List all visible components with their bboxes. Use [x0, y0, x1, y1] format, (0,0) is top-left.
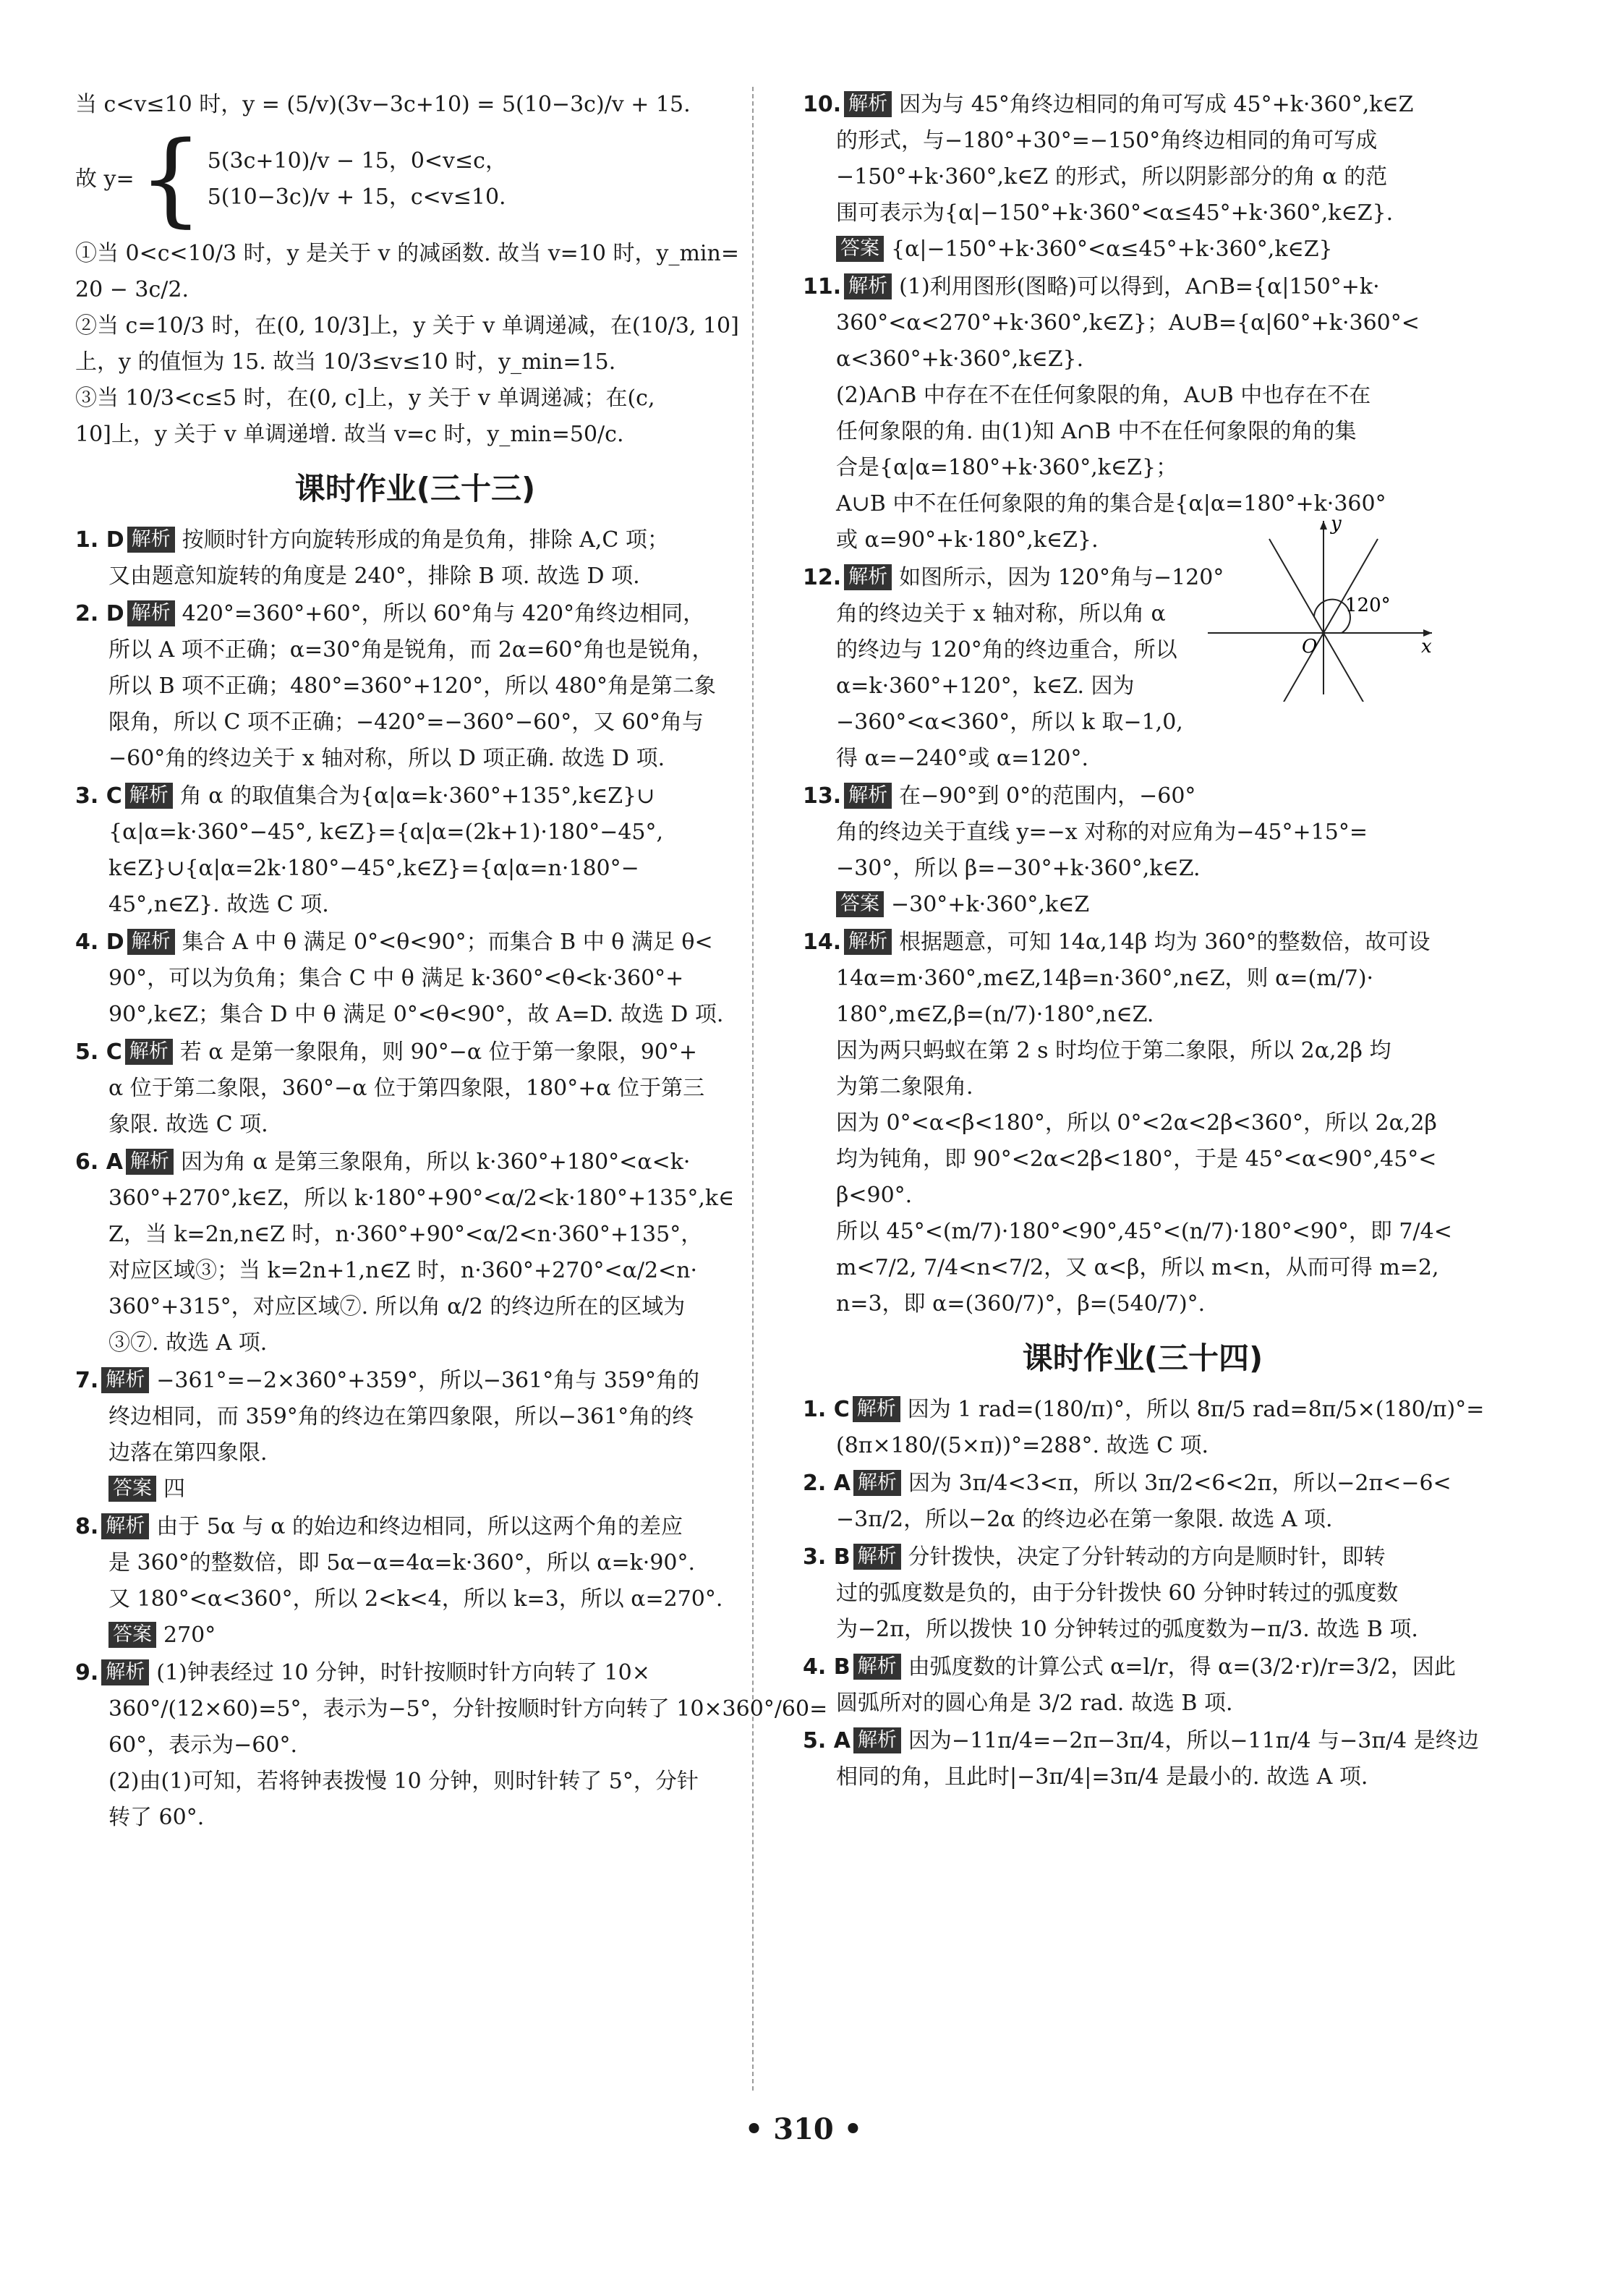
answer-list [803, 1392, 1483, 1795]
text-line [803, 1286, 1483, 1322]
answer-line [803, 231, 1483, 268]
line-text: (2)A∩B 中存在不在任何象限的角，A∪B 中也存在不在 [836, 383, 1371, 408]
line-text: 14α=m·360°,m∈Z,14β=n·360°,n∈Z，则 α=(m/7)· [836, 966, 1374, 991]
item-number: 3. B [803, 1544, 851, 1570]
line-text: 围可表示为{α|−150°+k·360°<α≤45°+k·360°,k∈Z}. [836, 200, 1394, 226]
analysis-tag: 解析 [853, 1396, 900, 1422]
text-line [803, 1069, 1483, 1105]
text-line [75, 1399, 755, 1435]
line-text: 均为钝角，即 90°<2α<2β<180°，于是 45°<α<90°,45°< [836, 1147, 1437, 1172]
text-line [75, 1144, 755, 1181]
answer-value: 四 [163, 1476, 185, 1502]
text-line [803, 450, 1483, 486]
item-number: 9. [75, 1660, 99, 1685]
line-text: (1)利用图形(图略)可以得到，A∩B={α|150°+k· [899, 274, 1380, 299]
line-text: α<360°+k·360°,k∈Z}. [836, 346, 1084, 372]
line-text: −150°+k·360°,k∈Z 的形式，所以阴影部分的角 α 的范 [836, 164, 1388, 190]
y-axis-label: y [1331, 514, 1342, 535]
text-line [803, 815, 1483, 851]
text-line [75, 924, 755, 961]
line-text: 90°，可以为负角；集合 C 中 θ 满足 k·360°<θ<k·360°+ [108, 966, 684, 991]
line-text: 任何象限的角. 由(1)知 A∩B 中不在任何象限的角的集 [836, 419, 1357, 444]
text-line [803, 123, 1483, 159]
line-text: 180°,m∈Z,β=(n/7)·180°,n∈Z. [836, 1002, 1154, 1027]
answer-item [803, 778, 1483, 923]
answer-item [75, 924, 755, 1033]
brace-icon: { [138, 120, 203, 238]
line-text: 所以 B 项不正确；480°=360°+120°，所以 480°角是第二象 [108, 673, 716, 699]
line-text: 420°=360°+60°，所以 60°角与 420°角终边相同， [182, 601, 705, 626]
answer-line [803, 887, 1483, 923]
text-line: 20 − 3c/2. [75, 277, 189, 302]
text-line [75, 851, 755, 887]
text-line [75, 1363, 755, 1399]
piecewise-case: 5(3c+10)/v − 15，0<v≤c， [207, 148, 507, 174]
text-line [75, 887, 755, 923]
line-text: 45°,n∈Z}. 故选 C 项. [108, 892, 329, 917]
item-number: 2. A [803, 1471, 851, 1496]
line-text: 因为 0°<α<β<180°，所以 0°<2α<2β<360°，所以 2α,2β [836, 1110, 1437, 1136]
analysis-tag: 解析 [853, 1544, 901, 1570]
text-line: 当 c<v≤10 时，y = (5/v)(3v−3c+10) = 5(10−3c)/v + 15. [75, 92, 691, 117]
line-text: 90°,k∈Z；集合 D 中 θ 满足 0°<θ<90°，故 A=D. 故选 D 项. [108, 1002, 724, 1027]
text-line: ③当 10/3<c≤5 时，在(0, c]上，y 关于 v 单调递减；在(c, [75, 386, 655, 411]
text-line [803, 1576, 1483, 1612]
text-line [803, 159, 1483, 195]
answer-tag: 答案 [836, 236, 884, 262]
line-text: α 位于第二象限，360°−α 位于第四象限，180°+α 位于第三 [108, 1076, 705, 1101]
line-text: 若 α 是第一象限角，则 90°−α 位于第一象限，90°+ [179, 1039, 698, 1065]
line-text: 边落在第四象限. [108, 1440, 268, 1466]
line-text: 所以 45°<(m/7)·180°<90°,45°<(n/7)·180°<90°，即 7/4< [836, 1219, 1452, 1244]
text-line [803, 1466, 1483, 1502]
item-number: 6. A [75, 1149, 123, 1175]
line-text: Z，当 k=2n,n∈Z 时，n·360°+90°<α/2<n·360°+135°， [108, 1222, 703, 1247]
line-text: 又由题意知旋转的角度是 240°，排除 B 项. 故选 D 项. [108, 564, 640, 589]
item-number: 12. [803, 565, 842, 590]
item-number: 5. A [803, 1728, 851, 1753]
analysis-tag: 解析 [127, 527, 175, 553]
answer-item [75, 1144, 755, 1361]
answer-item [75, 1509, 755, 1654]
text-line [75, 1435, 755, 1471]
text-line [75, 1545, 755, 1581]
text-line [803, 1649, 1483, 1685]
text-line [75, 961, 755, 997]
line-text: 的形式，与−180°+30°=−150°角终边相同的角可写成 [836, 128, 1378, 153]
section-title: 课时作业(三十三) [294, 471, 536, 506]
analysis-tag: 解析 [853, 1470, 901, 1496]
answer-item [803, 1649, 1483, 1722]
angle-figure [1201, 514, 1439, 702]
text-line [75, 1217, 755, 1253]
text-line [803, 1178, 1483, 1214]
line-text: 的终边与 120°角的终边重合，所以 [836, 637, 1177, 663]
text-line [803, 1723, 1483, 1759]
answer-item [75, 596, 755, 777]
text-line [803, 341, 1483, 378]
item-number: 4. D [75, 930, 124, 955]
text-line [803, 1033, 1483, 1069]
piecewise-case: 5(10−3c)/v + 15，c<v≤10. [207, 184, 506, 210]
line-text: 60°，表示为−60°. [108, 1732, 298, 1758]
answer-value: −30°+k·360°,k∈Z [891, 892, 1090, 917]
text-line [75, 1727, 755, 1764]
line-text: (8π×180/(5×π))°=288°. 故选 C 项. [836, 1433, 1209, 1458]
text-line [803, 1250, 1483, 1286]
line-text: 分针拨快，决定了分针转动的方向是顺时针，即转 [908, 1544, 1386, 1570]
x-axis-label: x [1421, 636, 1432, 658]
line-text: 所以 A 项不正确；α=30°角是锐角，而 2α=60°角也是锐角， [108, 637, 714, 663]
line-text: 为第二象限角. [836, 1074, 973, 1100]
text-line [803, 1502, 1483, 1538]
line-text: 360°/(12×60)=5°，表示为−5°，分针按顺时针方向转了 10×360°/60= [108, 1696, 828, 1722]
answer-item [803, 1392, 1483, 1464]
line-text: −3π/2，所以−2α 的终边必在第一象限. 故选 A 项. [836, 1507, 1333, 1532]
text-line [803, 414, 1483, 450]
analysis-tag: 解析 [844, 564, 892, 590]
text-line [75, 741, 755, 777]
text-line [803, 1105, 1483, 1141]
text-line [803, 1759, 1483, 1795]
origin-label: O [1302, 636, 1318, 658]
answer-item [75, 778, 755, 923]
line-text: 相同的角，且此时|−3π/4|=3π/4 是最小的. 故选 A 项. [836, 1764, 1368, 1790]
line-text: −361°=−2×360°+359°，所以−361°角与 359°角的 [156, 1368, 700, 1393]
answer-tag: 答案 [836, 891, 884, 917]
text-line [75, 1764, 755, 1800]
line-text: (1)钟表经过 10 分钟，时针按顺时针方向转了 10× [156, 1660, 650, 1685]
analysis-tag: 解析 [125, 783, 173, 809]
item-number: 7. [75, 1368, 99, 1393]
text-line [75, 815, 755, 851]
text-line [803, 1214, 1483, 1250]
item-number: 14. [803, 930, 842, 955]
text-line [803, 705, 1483, 741]
item-number: 8. [75, 1514, 99, 1539]
answer-item [75, 1034, 755, 1143]
page-number: • 310 • [744, 2112, 863, 2146]
text-line [803, 378, 1483, 414]
item-number: 13. [803, 783, 842, 809]
ray-lower [1323, 633, 1378, 702]
answer-line [75, 1471, 755, 1508]
line-text: 因为与 45°角终边相同的角可写成 45°+k·360°,k∈Z [899, 92, 1414, 117]
line-text: 因为−11π/4=−2π−3π/4，所以−11π/4 与−3π/4 是终边 [908, 1728, 1479, 1753]
text-line [803, 851, 1483, 887]
line-text: 360°<α<270°+k·360°,k∈Z}；A∪B={α|60°+k·360°< [836, 310, 1420, 336]
text-line [75, 1800, 755, 1836]
text-line [803, 1539, 1483, 1576]
text-line [75, 1181, 755, 1217]
line-text: 终边相同，而 359°角的终边在第四象限，所以−361°角的终 [108, 1404, 694, 1429]
answer-value: {α|−150°+k·360°<α≤45°+k·360°,k∈Z} [891, 237, 1333, 262]
line-text: α=k·360°+120°，k∈Z. 因为 [836, 673, 1135, 699]
text-line [803, 1141, 1483, 1178]
line-text: −30°，所以 β=−30°+k·360°,k∈Z. [836, 856, 1201, 881]
piecewise-label: 故 y= [75, 166, 135, 192]
line-text: 角的终边关于直线 y=−x 对称的对应角为−45°+15°= [836, 820, 1368, 845]
line-text: −360°<α<360°，所以 k 取−1,0, [836, 710, 1183, 735]
line-text: 限角，所以 C 项不正确；−420°=−360°−60°，又 60°角与 [108, 710, 704, 735]
text-line [75, 1655, 755, 1691]
line-text: 360°+270°,k∈Z，所以 k·180°+90°<α/2<k·180°+135°,k∈ [108, 1186, 735, 1211]
line-text: 转了 60°. [108, 1805, 205, 1830]
section-title: 课时作业(三十四) [1022, 1340, 1263, 1376]
text-line [803, 1392, 1483, 1428]
text-line [75, 997, 755, 1033]
analysis-tag: 解析 [127, 929, 175, 955]
text-line [803, 87, 1483, 123]
answer-tag: 答案 [108, 1622, 156, 1648]
text-line [75, 1253, 755, 1289]
text-line [75, 1107, 755, 1143]
item-number: 4. B [803, 1654, 851, 1680]
line-text: n=3，即 α=(360/7)°，β=(540/7)°. [836, 1291, 1206, 1317]
line-text: (2)由(1)可知，若将钟表拨慢 10 分钟，则时针转了 5°，分针 [108, 1769, 699, 1794]
analysis-tag: 解析 [126, 1149, 174, 1175]
text-line [803, 924, 1483, 961]
line-text: 由弧度数的计算公式 α=l/r，得 α=(3/2·r)/r=3/2，因此 [908, 1654, 1456, 1680]
item-number: 10. [803, 92, 842, 117]
analysis-tag: 解析 [844, 783, 892, 809]
line-text: 角 α 的取值集合为{α|α=k·360°+135°,k∈Z}∪ [179, 783, 655, 809]
text-line: ②当 c=10/3 时，在(0, 10/3]上，y 关于 v 单调递减，在(10/3, 10] [75, 313, 739, 339]
analysis-tag: 解析 [853, 1727, 901, 1753]
text-line [75, 1325, 755, 1361]
answer-item [803, 1723, 1483, 1795]
text-line [803, 195, 1483, 231]
analysis-tag: 解析 [101, 1659, 149, 1685]
analysis-tag: 解析 [127, 600, 175, 626]
analysis-tag: 解析 [101, 1367, 149, 1393]
line-text: 为−2π，所以拨快 10 分钟转过的弧度数为−π/3. 故选 B 项. [836, 1617, 1418, 1642]
line-text: −60°角的终边关于 x 轴对称，所以 D 项正确. 故选 D 项. [108, 746, 665, 771]
item-number: 3. C [75, 783, 122, 809]
text-line [75, 522, 755, 558]
line-text: k∈Z}∪{α|α=2k·180°−45°,k∈Z}={α|α=n·180°− [108, 856, 639, 881]
text-line: ①当 0<c<10/3 时，y 是关于 v 的减函数. 故当 v=10 时，y_min= [75, 241, 739, 266]
text-line [803, 1612, 1483, 1648]
piecewise-equation [75, 120, 755, 238]
analysis-tag: 解析 [853, 1654, 901, 1680]
analysis-tag: 解析 [844, 91, 892, 117]
text-line [803, 741, 1483, 777]
answer-tag: 答案 [108, 1476, 156, 1502]
angle-label: 120° [1345, 595, 1391, 616]
answer-item [803, 87, 1483, 268]
analysis-tag: 解析 [125, 1039, 173, 1065]
line-text: 根据题意，可知 14α,14β 均为 360°的整数倍，故可设 [899, 930, 1431, 955]
answer-list [803, 87, 1483, 1322]
text-line [803, 305, 1483, 341]
item-number: 11. [803, 274, 842, 299]
answer-item [75, 1363, 755, 1508]
answer-value: 270° [163, 1623, 216, 1648]
answer-item [803, 924, 1483, 1322]
line-text: 角的终边关于 x 轴对称，所以角 α [836, 601, 1166, 626]
analysis-tag: 解析 [101, 1513, 149, 1539]
text-line [803, 1428, 1483, 1464]
text-line [803, 1685, 1483, 1722]
answer-item [75, 522, 755, 595]
text-line [75, 778, 755, 815]
y-axis-arrow-icon [1320, 521, 1327, 530]
text-line [803, 961, 1483, 997]
text-line [803, 269, 1483, 305]
line-text: 如图所示，因为 120°角与−120° [899, 565, 1224, 590]
line-text: 因为 1 rad=(180/π)°，所以 8π/5 rad=8π/5×(180/π)°= [907, 1397, 1485, 1422]
line-text: m<7/2, 7/4<n<7/2，又 α<β，所以 m<n，从而可得 m=2, [836, 1255, 1439, 1280]
line-text: 因为角 α 是第三象限角，所以 k·360°+180°<α<k· [180, 1149, 691, 1175]
text-line [803, 997, 1483, 1033]
line-text: 按顺时针方向旋转形成的角是负角，排除 A,C 项； [182, 527, 669, 553]
line-text: 由于 5α 与 α 的始边和终边相同，所以这两个角的差应 [156, 1514, 683, 1539]
analysis-tag: 解析 [844, 929, 892, 955]
answer-line [75, 1617, 755, 1654]
line-text: 或 α=90°+k·180°,k∈Z}. [836, 527, 1099, 553]
line-text: {α|α=k·360°−45°, k∈Z}={α|α=(2k+1)·180°−45°, [108, 820, 664, 845]
text-line: 10]上，y 关于 v 单调递增. 故当 v=c 时，y_min=50/c. [75, 422, 624, 447]
line-text: β<90°. [836, 1183, 913, 1208]
text-line: 上，y 的值恒为 15. 故当 10/3≤v≤10 时，y_min=15. [75, 349, 616, 375]
item-number: 5. C [75, 1039, 122, 1065]
text-line [75, 632, 755, 668]
line-text: 360°+315°，对应区域⑦. 所以角 α/2 的终边所在的区域为 [108, 1294, 686, 1319]
line-text: 集合 A 中 θ 满足 0°<θ<90°；而集合 B 中 θ 满足 θ< [182, 930, 713, 955]
answer-item [803, 1466, 1483, 1538]
text-line [75, 596, 755, 632]
line-text: 因为 3π/4<3<π，所以 3π/2<6<2π，所以−2π<−6< [908, 1471, 1452, 1496]
text-line [75, 1691, 828, 1727]
line-text: 合是{α|α=180°+k·360°,k∈Z}； [836, 455, 1178, 480]
text-line [75, 1581, 755, 1617]
line-text: 在−90°到 0°的范围内，−60° [899, 783, 1196, 809]
line-text: ③⑦. 故选 A 项. [108, 1330, 268, 1356]
line-text: 又 180°<α<360°，所以 2<k<4，所以 k=3，所以 α=270°. [108, 1586, 723, 1612]
text-line [75, 558, 755, 595]
line-text: 象限. 故选 C 项. [108, 1112, 268, 1137]
item-number: 1. C [803, 1397, 850, 1422]
text-line [75, 1071, 755, 1107]
terminal-side-120 [1269, 539, 1323, 633]
line-text: 对应区域③；当 k=2n+1,n∈Z 时，n·360°+270°<α/2<n· [108, 1258, 698, 1283]
text-line [75, 705, 755, 741]
text-line [75, 668, 755, 705]
item-number: 2. D [75, 601, 124, 626]
line-text: 是 360°的整数倍，即 5α−α=4α=k·360°，所以 α=k·90°. [108, 1550, 696, 1576]
item-number: 1. D [75, 527, 124, 553]
analysis-tag: 解析 [844, 273, 892, 299]
text-line [75, 1034, 755, 1071]
text-line [803, 778, 1483, 815]
right-column [803, 87, 1483, 1797]
line-text: 过的弧度数是负的，由于分针拨快 60 分钟时转过的弧度数 [836, 1581, 1399, 1606]
line-text: A∪B 中不在任何象限的角的集合是{α|α=180°+k·360° [836, 491, 1386, 516]
line-text: 得 α=−240°或 α=120°. [836, 746, 1089, 771]
text-line [75, 1289, 755, 1325]
line-text: 圆弧所对的圆心角是 3/2 rad. 故选 B 项. [836, 1691, 1233, 1716]
line-text: 因为两只蚂蚁在第 2 s 时均位于第二象限，所以 2α,2β 均 [836, 1038, 1391, 1063]
answer-item [803, 1539, 1483, 1648]
text-line [75, 1509, 755, 1545]
